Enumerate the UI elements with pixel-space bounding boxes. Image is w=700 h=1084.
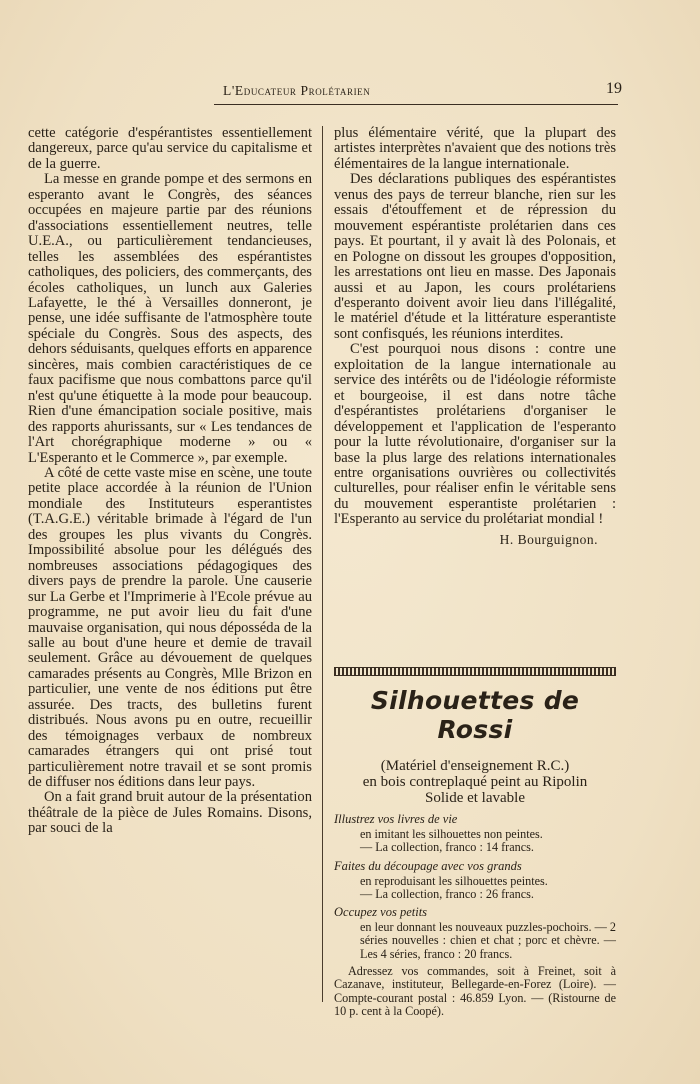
ad-section-heading: Illustrez vos livres de vie [334,812,458,826]
header-rule [214,104,618,105]
left-column [28,126,312,837]
column-divider [322,126,323,1002]
paragraph: A côté de cette vaste mise en scène, une toute petite place accordée à la réunion de l'Union mondiale des Instituteurs esperantistes (T.A.G.E.) véritable brimade à l'égard de l'un des groupes les plus vivants du Congrès. Impossibilité absolue pour les délégués des nombreuses associations pédagogiques des divers pays de prendre la parole. Une causerie sur La Gerbe et l'Imprimerie à l'Ecole prévue au programme, ne put avoir lieu du fait d'une mauvaise organisation, qui nous déposséda de la salle au bout d'une heure et demie de travail seulement. Grâce au dévouement de quelques camarades présents au Congrès, Mlle Brizon en particulier, une vente de nos éditions put être assurée. Des tracts, des bulletins furent distribués. Nous avons pu en outre, recueillir des témoignages verbaux de nombreux camarades étrangers qui ont prisé tout particulièrement notre travail et se sont promis de diffuser nos éditions dans leur pays. [28,464,312,791]
ad-title: Silhouettes de Rossi [370,686,580,744]
journal-title: L'Educateur Prolétarien [223,83,371,98]
paragraph: Des déclarations publiques des espérantistes venus des pays de terreur blanche, rien sur les essais d'étouffement et de répression du mouvement espérantiste prolétarien dans ces pays. Et pourtant, il y avait là des Polonais, et en Pologne on dissout les groupes d'opposition, les arrestations ont lieu en masse. Des Japonais aussi et au Japon, les cours prolétariens d'esperanto doivent avoir lieu dans l'illégalité, le matériel d'étude et la littérature esperantiste sont confisqués, les réunions interdites. [334,171,616,342]
ad-line: en leur donnant les nouveaux puzzles-pochoirs. — 2 séries nouvelles : chien et chat ; porc et chèvre. — Les 4 séries, franco : 20 francs. [360,920,616,961]
ad-price-line: — La collection, franco : 26 francs. [360,886,534,901]
paragraph: plus élémentaire vérité, que la plupart des artistes interprètes n'avaient que des notions très élémentaires de la langue internationale. [334,125,616,172]
ad-section-heading: Occupez vos petits [334,905,428,920]
paragraph: On a fait grand bruit autour de la présentation théâtrale de la pièce de Jules Romains. Disons, par souci de la [28,789,312,837]
ad-subtitle-line: en bois contreplaqué peint au Ripolin [362,774,588,790]
ad-subtitle-line: (Matériel d'enseignement R.C.) [380,758,570,774]
page-number: 19 [606,80,622,97]
paragraph: cette catégorie d'espérantistes essentiellement dangereux, parce qu'au service du capitalisme et de la guerre. [28,125,312,172]
paragraph: La messe en grande pompe et des sermons en esperanto avant le Congrès, des séances occupées en majeure partie par des réunions d'associations essentiellement neutres, telle U.E.A., ou particulièrement tendancieuses, telles les assemblées des espérantistes catholiques, des policiers, des commerçants, des écoles catholiques, un lunch aux Galeries Lafayette, le thé à Versailles donneront, je pense, une idée suffisante de l'atmosphère toute spéciale du Congrès. Sous des aspects, des dehors séduisants, quelques efforts en apparence sincères, mais combien caractéristiques de ce faux pacifisme que nous combattons parce qu'il n'est qu'une étiquette à la mode pour beaucoup. Rien d'une émancipation sociale positive, mais des rapports ahurissants, sur « Les tendances de l'Art chorégraphique moderne » ou « L'Esperanto et le Commerce », par exemple. [28,171,312,466]
paragraph: C'est pourquoi nous disons : contre une exploitation de la langue internationale au service des intérêts ou de l'idéologie réformiste et bourgeoise, il est dans notre tâche d'espérantistes prolétariens d'organiser le développement et l'application de l'esperanto pour la lutte révolutionaire, d'organiser sur la base la plus large des relations internationales entre organisations ouvrières ou collectivités culturelles, pour réaliser enfin le véritable sens du mouvement esperantiste prolétarien : l'Esperanto au service du prolétariat mondial ! [334,341,616,528]
right-column [334,126,616,547]
ad-section-heading: Faites du découpage avec vos grands [334,858,522,873]
running-header [215,80,620,102]
article-author: H. Bourguignon. [499,531,598,547]
ad-price-line: — La collection, franco : 14 francs. [360,840,534,855]
ad-line: en imitant les silhouettes non peintes. [360,827,543,841]
advertisement [334,686,616,1018]
ad-line: en reproduisant les silhouettes peintes. [360,873,548,888]
ad-order-info: Adressez vos commandes, soit à Freinet, soit à Cazanave, instituteur, Bellegarde-en-Forez (Loire). — Compte-courant postal : 46.859 Lyon. — (Ristourne de 10 p. cent à la Coopé). [334,964,616,1018]
ad-subtitle-line: Solide et lavable [425,790,525,806]
decorative-rule [334,667,616,676]
